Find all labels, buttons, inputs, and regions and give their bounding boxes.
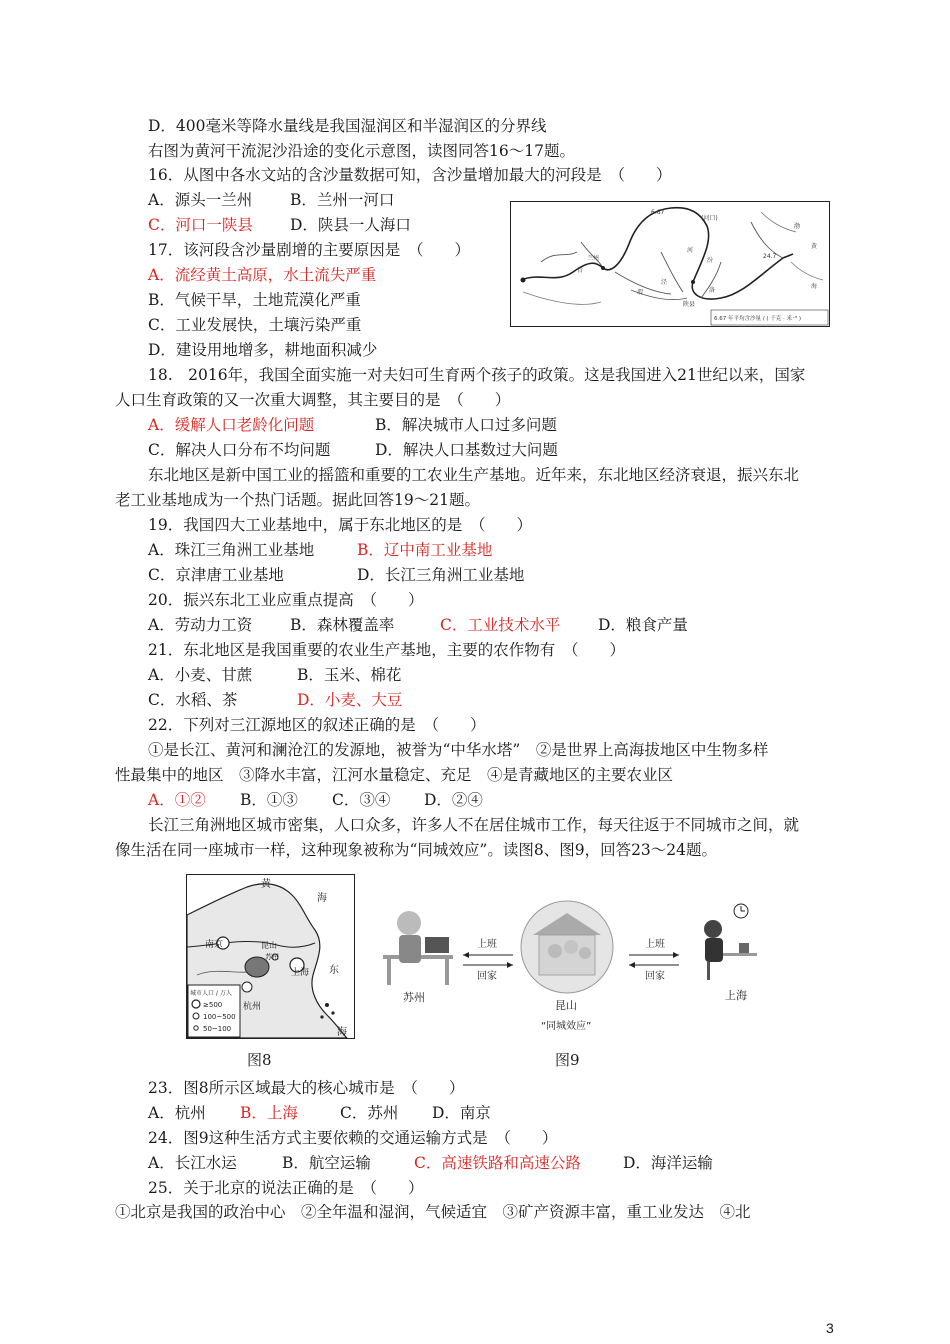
figure-9-caption: 图9 xyxy=(555,1051,580,1069)
wei-river-label: 渭 xyxy=(637,289,644,296)
fig9-kunshan-label: 昆山 xyxy=(555,999,577,1012)
q22-option-c: C．③④ xyxy=(332,791,391,809)
q24-option-a: A．长江水运 xyxy=(148,1154,237,1172)
passage-19-line-2: 老工业基地成为一个热门话题。据此回答19～21题。 xyxy=(115,491,480,509)
q16-option-b: B．兰州一河口 xyxy=(290,191,395,209)
question-24: 24．图9这种生活方式主要依赖的交通运输方式是 （ ） xyxy=(148,1129,558,1147)
sediment-value-hekou: 6.67 xyxy=(651,209,665,216)
q24-option-d: D．海洋运输 xyxy=(623,1154,713,1172)
fig8-nanjing-label: 南京 xyxy=(205,940,224,950)
fig9-right-go-home: 回家 xyxy=(645,971,665,982)
yellow-river-sediment-map xyxy=(510,201,830,327)
fig8-hangzhou-label: 杭州 xyxy=(243,1002,262,1012)
question-25-statements: ①北京是我国的政治中心 ②全年温和湿润，气候适宜 ③矿产资源丰富，重工业发达 ④北 xyxy=(115,1203,751,1221)
q17-option-b: B．气候干旱，土地荒漠化严重 xyxy=(148,291,361,309)
question-18-line-1: 18. 2016年，我国全面实施一对夫妇可生育两个孩子的政策。这是我国进入21世纪以来，国家 xyxy=(148,366,806,384)
q24-option-c-answer: C．高速铁路和高速公路 xyxy=(414,1154,581,1172)
question-17: 17．该河段含沙量剧增的主要原因是 （ ） xyxy=(148,241,470,259)
fig8-shanghai-label: 上海 xyxy=(291,968,310,978)
fen-river-label: 汾 xyxy=(707,257,714,264)
fig9-left-go-home: 回家 xyxy=(477,971,497,982)
q18-option-d: D．解决人口基数过大问题 xyxy=(375,441,558,459)
question-18-line-2: 人口生育政策的又一次重大调整，其主要目的是 （ ） xyxy=(115,391,511,409)
q19-option-a: A．珠江三角洲工业基地 xyxy=(148,541,315,559)
q16-option-d: D．陕县一人海口 xyxy=(290,216,411,234)
q19-option-b-answer: B．辽中南工业基地 xyxy=(357,541,493,559)
fig9-left-go-to-work: 上班 xyxy=(477,939,497,950)
q16-option-a: A．源头一兰州 xyxy=(148,191,253,209)
fig8-hai2-label: 海 xyxy=(337,1027,347,1038)
q23-option-b-answer: B．上海 xyxy=(240,1104,298,1122)
fig8-hai-label: 海 xyxy=(317,893,327,904)
q21-option-b: B．玉米、棉花 xyxy=(297,666,402,684)
figure-8-yangtze-delta-map xyxy=(186,874,355,1039)
q21-option-a: A．小麦、甘蔗 xyxy=(148,666,253,684)
fig9-suzhou-label: 苏州 xyxy=(403,991,425,1004)
q17-option-a-answer: A．流经黄土高原，水土流失严重 xyxy=(148,266,377,284)
question-22: 22．下列对三江源地区的叙述正确的是 （ ） xyxy=(148,716,486,734)
luo-river-label: 洛 xyxy=(709,287,716,294)
fig9-right-go-to-work: 上班 xyxy=(645,939,665,950)
question-22-statement-2: 性最集中的地区 ③降水丰富，江河水量稳定、充足 ④是青藏地区的主要农业区 xyxy=(115,766,674,784)
q22-option-a-answer: A．①② xyxy=(148,791,206,809)
jing-river-label: 泾 xyxy=(661,279,668,286)
q20-option-c-answer: C．工业技术水平 xyxy=(440,616,561,634)
fig8-suzhou-label: 苏州 xyxy=(265,953,279,961)
bo-sea-label: 渤 xyxy=(794,223,801,230)
figure-9-svg xyxy=(383,895,776,1045)
q23-option-d: D．南京 xyxy=(432,1104,491,1122)
figure-8-caption: 图8 xyxy=(247,1051,272,1069)
q22-option-b: B．①③ xyxy=(240,791,298,809)
shanxian-label: 陕县 xyxy=(683,301,696,308)
figure-intro-text: 右图为黄河干流泥沙沿途的变化示意图，读图同答16～17题。 xyxy=(148,142,575,160)
fig8-legend-item-3: 50~100 xyxy=(203,1025,232,1033)
q23-option-c: C．苏州 xyxy=(340,1104,399,1122)
question-25: 25．关于北京的说法正确的是 （ ） xyxy=(148,1179,424,1197)
hai-label: 海 xyxy=(811,283,818,290)
fig9-shanghai-label: 上海 xyxy=(725,989,747,1002)
question-23: 23．图8所示区域最大的核心城市是 （ ） xyxy=(148,1079,465,1097)
option-d-q15: D．400毫米等降水量线是我国湿润区和半湿润区的分界线 xyxy=(148,117,547,135)
q18-option-b: B．解决城市人口过多问题 xyxy=(375,416,557,434)
fig9-same-city-effect-label: “同城效应” xyxy=(541,1021,592,1032)
question-20: 20．振兴东北工业应重点提高 （ ） xyxy=(148,591,424,609)
passage-19-line-1: 东北地区是新中国工业的摇篮和重要的工农业生产基地。近年来，东北地区经济衰退，振兴东北 xyxy=(148,466,800,484)
map-legend: 6.67 年平均含沙量 / ( 千克 · 米⁻³ ) xyxy=(714,316,801,322)
fig8-legend-title: 城市人口 / 万人 xyxy=(190,990,232,997)
q17-option-c: C．工业发展快，土壤污染严重 xyxy=(148,316,362,334)
q21-option-d-answer: D．小麦、大豆 xyxy=(297,691,403,709)
he-label: 河 xyxy=(687,247,694,254)
hekou-label: (河口) xyxy=(701,215,718,222)
question-16: 16．从图中各水文站的含沙量数据可知，含沙量增加最大的河段是 （ ） xyxy=(148,166,672,184)
q19-option-c: C．京津唐工业基地 xyxy=(148,566,284,584)
fig8-legend-item-1: ≥500 xyxy=(203,1001,223,1009)
page-number: 3 xyxy=(826,1320,834,1336)
question-21: 21．东北地区是我国重要的农业生产基地，主要的农作物有 （ ） xyxy=(148,641,625,659)
fig8-kunshan-label: 昆山 xyxy=(261,941,277,950)
q19-option-d: D．长江三角洲工业基地 xyxy=(357,566,525,584)
passage-23-line-1: 长江三角洲地区城市密集，人口众多，许多人不在居住城市工作，每天往返于不同城市之间，就 xyxy=(148,816,800,834)
passage-23-line-2: 像生活在同一座城市一样，这种现象被称为“同城效应”。读图8、图9，回答23～24题。 xyxy=(115,841,718,859)
fig8-legend-item-2: 100~500 xyxy=(203,1013,236,1021)
q18-option-a-answer: A．缓解人口老龄化问题 xyxy=(148,416,315,434)
q22-option-d: D．②④ xyxy=(424,791,483,809)
question-22-statement-1: ①是长江、黄河和澜沧江的发源地，被誉为“中华水塔” ②是世界上高海拔地区中生物多样 xyxy=(148,741,769,759)
fig8-dong-label: 东 xyxy=(329,965,339,976)
figure-9-commute-illustration xyxy=(383,895,776,1045)
qing-label: 青 xyxy=(577,267,584,274)
q20-option-d: D．粮食产量 xyxy=(598,616,688,634)
sediment-value-mouth: 24.7 xyxy=(763,253,777,260)
fig8-huang-label: 黄 xyxy=(261,879,271,890)
question-19: 19．我国四大工业基地中，属于东北地区的是 （ ） xyxy=(148,516,532,534)
q18-option-c: C．解决人口分布不均问题 xyxy=(148,441,331,459)
q23-option-a: A．杭州 xyxy=(148,1104,206,1122)
figure-8-svg xyxy=(187,875,354,1038)
q24-option-b: B．航空运输 xyxy=(282,1154,371,1172)
yellow-river-map-svg xyxy=(511,202,829,326)
q17-option-d: D．建设用地增多，耕地面积减少 xyxy=(148,341,378,359)
q20-option-b: B．森林覆盖率 xyxy=(290,616,395,634)
huang-sea-label: 黄 xyxy=(811,243,818,250)
lanzhou-label: 兰州 xyxy=(587,255,600,262)
q20-option-a: A．劳动力工资 xyxy=(148,616,253,634)
q16-option-c-answer: C．河口一陕县 xyxy=(148,216,253,234)
q21-option-c: C．水稻、茶 xyxy=(148,691,238,709)
